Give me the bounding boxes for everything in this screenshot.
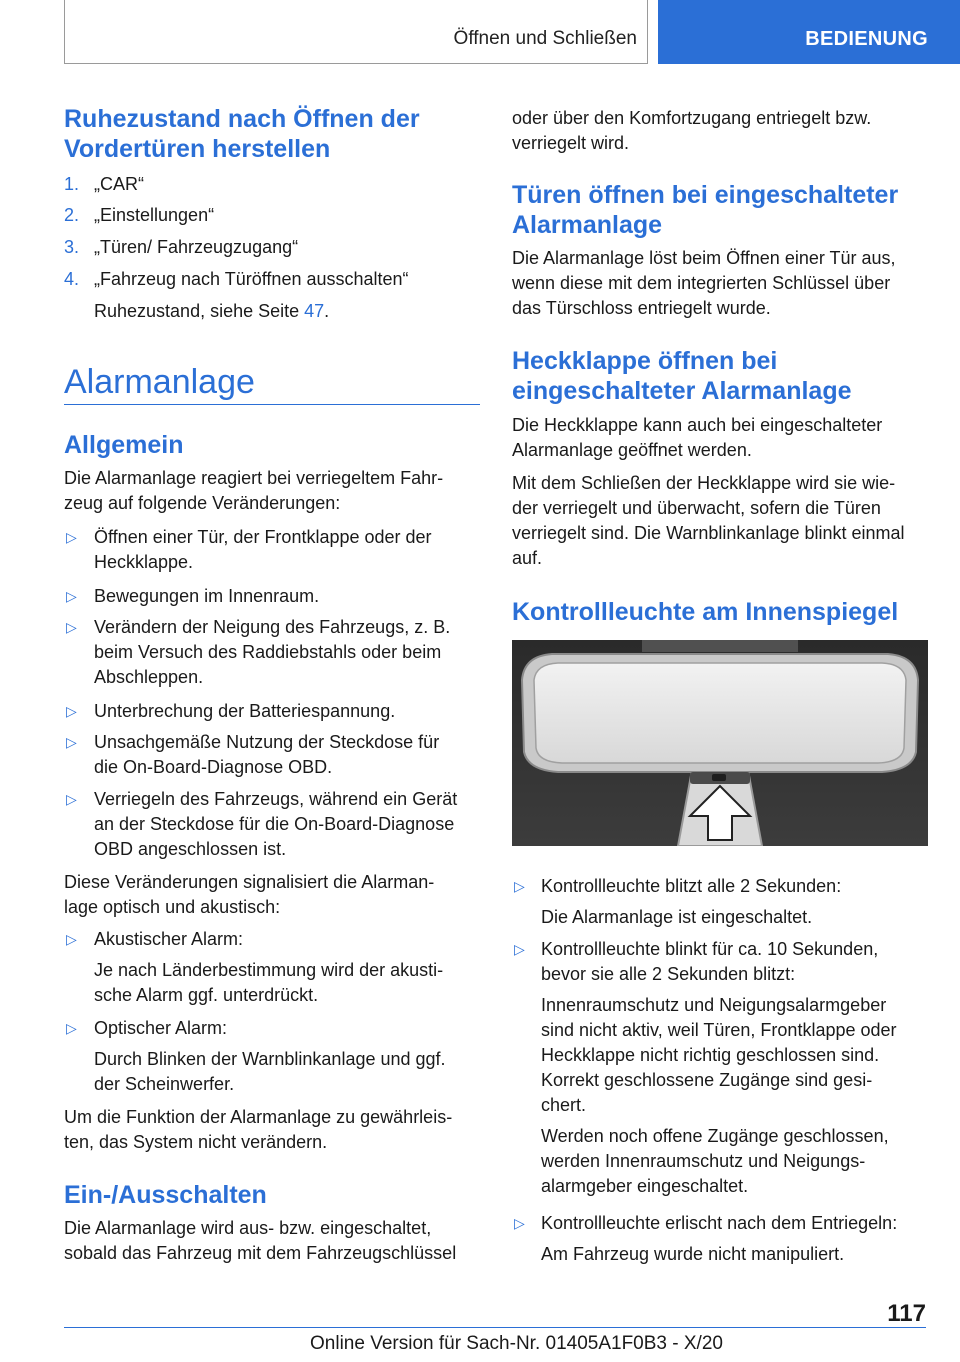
- text-line: werden Innenraumschutz und Neigungs-: [541, 1151, 866, 1171]
- step-note: [94, 299, 329, 324]
- text-line: Unterbrechung der Batteriespannung.: [94, 701, 396, 721]
- kontroll-bullet: [541, 1211, 897, 1267]
- continued-text: [512, 106, 871, 156]
- step-text: „Fahrzeug nach Türöffnen ausschalten“: [94, 269, 409, 289]
- text-line: an der Steckdose für die On-Board-Diagnose: [94, 814, 455, 834]
- text-line: sind nicht aktiv, weil Türen, Frontklappe oder: [541, 1020, 897, 1040]
- text-line: Abschleppen.: [94, 667, 204, 687]
- heading-line: eingeschalteter Alarmanlage: [512, 377, 852, 405]
- step-note-suffix: .: [324, 301, 330, 321]
- bullet-item: [94, 730, 439, 780]
- text-line: der verriegelt und überwacht, sofern die Türen: [512, 498, 881, 518]
- bullet-item: [94, 787, 457, 862]
- step-number: 3.: [64, 237, 80, 257]
- allgemein-intro: [64, 466, 443, 516]
- step-number: 2.: [64, 205, 80, 225]
- page-number: 117: [887, 1300, 926, 1327]
- heck-text-1: [512, 413, 882, 463]
- main-heading: Alarmanlage: [64, 363, 255, 401]
- text-line: Diese Veränderungen signalisiert die Alarman-: [64, 872, 435, 892]
- text-line: verriegelt wird.: [512, 133, 630, 153]
- text-line: Die Alarmanlage wird aus- bzw. eingeschaltet,: [64, 1218, 432, 1238]
- text-line: sche Alarm ggf. unterdrückt.: [94, 985, 319, 1005]
- page-link[interactable]: 47: [304, 301, 325, 321]
- bullet-item: [94, 525, 432, 575]
- heading-line: Heckklappe öffnen bei: [512, 347, 778, 375]
- mirror-illustration: [512, 640, 928, 846]
- tueren-heading: [512, 180, 898, 240]
- bullet-icon: ▷: [66, 529, 77, 545]
- kontroll-heading: Kontrollleuchte am Innenspiegel: [512, 598, 899, 626]
- ruhe-heading-line: Ruhezustand nach Öffnen der: [64, 105, 420, 133]
- text-line: Die Alarmanlage löst beim Öffnen einer Tür aus,: [512, 248, 896, 268]
- rearview-mirror-icon: [512, 640, 928, 846]
- text-line: Verändern der Neigung des Fahrzeugs, z. B.: [94, 617, 451, 637]
- text-line: sobald das Fahrzeug mit dem Fahrzeugschlüssel: [64, 1243, 457, 1263]
- text-line: Innenraumschutz und Neigungsalarmgeber: [541, 995, 887, 1015]
- heading-line: Türen öffnen bei eingeschalteter: [512, 181, 899, 209]
- text-line: Kontrollleuchte blitzt alle 2 Sekunden:: [541, 876, 842, 896]
- step-text: „Türen/ Fahrzeugzugang“: [94, 237, 299, 257]
- function-text: [64, 1105, 452, 1155]
- bullet-icon: ▷: [514, 941, 525, 957]
- section-title: Öffnen und Schließen: [453, 28, 637, 49]
- step-number: 4.: [64, 269, 80, 289]
- signal-text: [64, 870, 434, 920]
- kontroll-bullet: [541, 874, 841, 930]
- text-line: Alarmanlage geöffnet werden.: [512, 440, 752, 460]
- alarm-bullet: [94, 927, 443, 1008]
- kontroll-bullet: [541, 937, 897, 1199]
- text-line: wenn diese mit dem integrierten Schlüssel über: [512, 273, 891, 293]
- bullet-item: [94, 699, 395, 724]
- text-line: Die Heckklappe kann auch bei eingeschalteter: [512, 415, 883, 435]
- bullet-icon: ▷: [66, 1020, 77, 1036]
- text-line: lage optisch und akustisch:: [64, 897, 281, 917]
- text-line: Kontrollleuchte blinkt für ca. 10 Sekunden,: [541, 939, 879, 959]
- ein-aus-text: [64, 1216, 456, 1266]
- text-line: alarmgeber eingeschaltet.: [541, 1176, 749, 1196]
- text-line: Je nach Länderbestimmung wird der akusti-: [94, 960, 444, 980]
- text-line: bevor sie alle 2 Sekunden blitzt:: [541, 964, 796, 984]
- heck-heading: [512, 346, 852, 406]
- bullet-icon: ▷: [66, 734, 77, 750]
- footer-online-version: Online Version für Sach-Nr. 01405A1F0B3 - X/20: [310, 1333, 723, 1354]
- text-line: Um die Funktion der Alarmanlage zu gewährleis-: [64, 1107, 453, 1127]
- footer-rule: [64, 1327, 926, 1328]
- bullet-icon: ▷: [514, 1215, 525, 1231]
- bullet-item: [94, 584, 319, 609]
- allgemein-heading: Allgemein: [64, 431, 184, 459]
- tueren-text: [512, 246, 896, 321]
- chapter-badge: [658, 0, 960, 64]
- text-line: auf.: [512, 548, 543, 568]
- bullet-icon: ▷: [66, 619, 77, 635]
- step-number: 1.: [64, 174, 80, 194]
- heading-rule: [64, 404, 480, 405]
- alarm-bullet: [94, 1016, 446, 1097]
- text-line: Optischer Alarm:: [94, 1018, 228, 1038]
- heading-line: Alarmanlage: [512, 211, 663, 239]
- chapter-badge-label: BEDIENUNG: [805, 28, 928, 50]
- text-line: Öffnen einer Tür, der Frontklappe oder der: [94, 527, 432, 547]
- text-line: Heckklappe.: [94, 552, 194, 572]
- bullet-icon: ▷: [514, 878, 525, 894]
- text-line: Die Alarmanlage reagiert bei verriegeltem Fahr-: [64, 468, 444, 488]
- text-line: Heckklappe nicht richtig geschlossen sind.: [541, 1045, 880, 1065]
- step-text: „CAR“: [94, 174, 144, 194]
- text-line: beim Versuch des Raddiebstahls oder beim: [94, 642, 442, 662]
- bullet-icon: ▷: [66, 791, 77, 807]
- text-line: Durch Blinken der Warnblinkanlage und ggf.: [94, 1049, 446, 1069]
- text-line: Werden noch offene Zugänge geschlossen,: [541, 1126, 889, 1146]
- bullet-icon: ▷: [66, 588, 77, 604]
- text-line: der Scheinwerfer.: [94, 1074, 235, 1094]
- text-line: Akustischer Alarm:: [94, 929, 244, 949]
- text-line: Die Alarmanlage ist eingeschaltet.: [541, 907, 813, 927]
- text-line: ten, das System nicht verändern.: [64, 1132, 328, 1152]
- text-line: Kontrollleuchte erlischt nach dem Entriegeln:: [541, 1213, 898, 1233]
- text-line: verriegelt sind. Die Warnblinkanlage blinkt einmal: [512, 523, 905, 543]
- bullet-icon: ▷: [66, 931, 77, 947]
- heck-text-2: [512, 471, 905, 571]
- text-line: chert.: [541, 1095, 587, 1115]
- text-line: Bewegungen im Innenraum.: [94, 586, 320, 606]
- text-line: das Türschloss entriegelt wurde.: [512, 298, 771, 318]
- ruhe-heading-line: Vordertüren herstellen: [64, 135, 331, 163]
- bullet-item: [94, 615, 450, 690]
- bullet-icon: ▷: [66, 703, 77, 719]
- step-text: „Einstellungen“: [94, 205, 215, 225]
- text-line: Verriegeln des Fahrzeugs, während ein Gerät: [94, 789, 458, 809]
- step-note-text: Ruhezustand, siehe Seite: [94, 301, 305, 321]
- text-line: die On-Board-Diagnose OBD.: [94, 757, 333, 777]
- text-line: OBD angeschlossen ist.: [94, 839, 287, 859]
- text-line: Am Fahrzeug wurde nicht manipuliert.: [541, 1244, 845, 1264]
- text-line: Korrekt geschlossene Zugänge sind gesi-: [541, 1070, 873, 1090]
- text-line: oder über den Komfortzugang entriegelt bzw.: [512, 108, 872, 128]
- ein-aus-heading: Ein-/Ausschalten: [64, 1181, 267, 1209]
- ruhe-heading: [64, 104, 420, 164]
- header-section-box: [64, 0, 648, 64]
- text-line: Mit dem Schließen der Heckklappe wird sie wie-: [512, 473, 896, 493]
- text-line: zeug auf folgende Veränderungen:: [64, 493, 341, 513]
- text-line: Unsachgemäße Nutzung der Steckdose für: [94, 732, 440, 752]
